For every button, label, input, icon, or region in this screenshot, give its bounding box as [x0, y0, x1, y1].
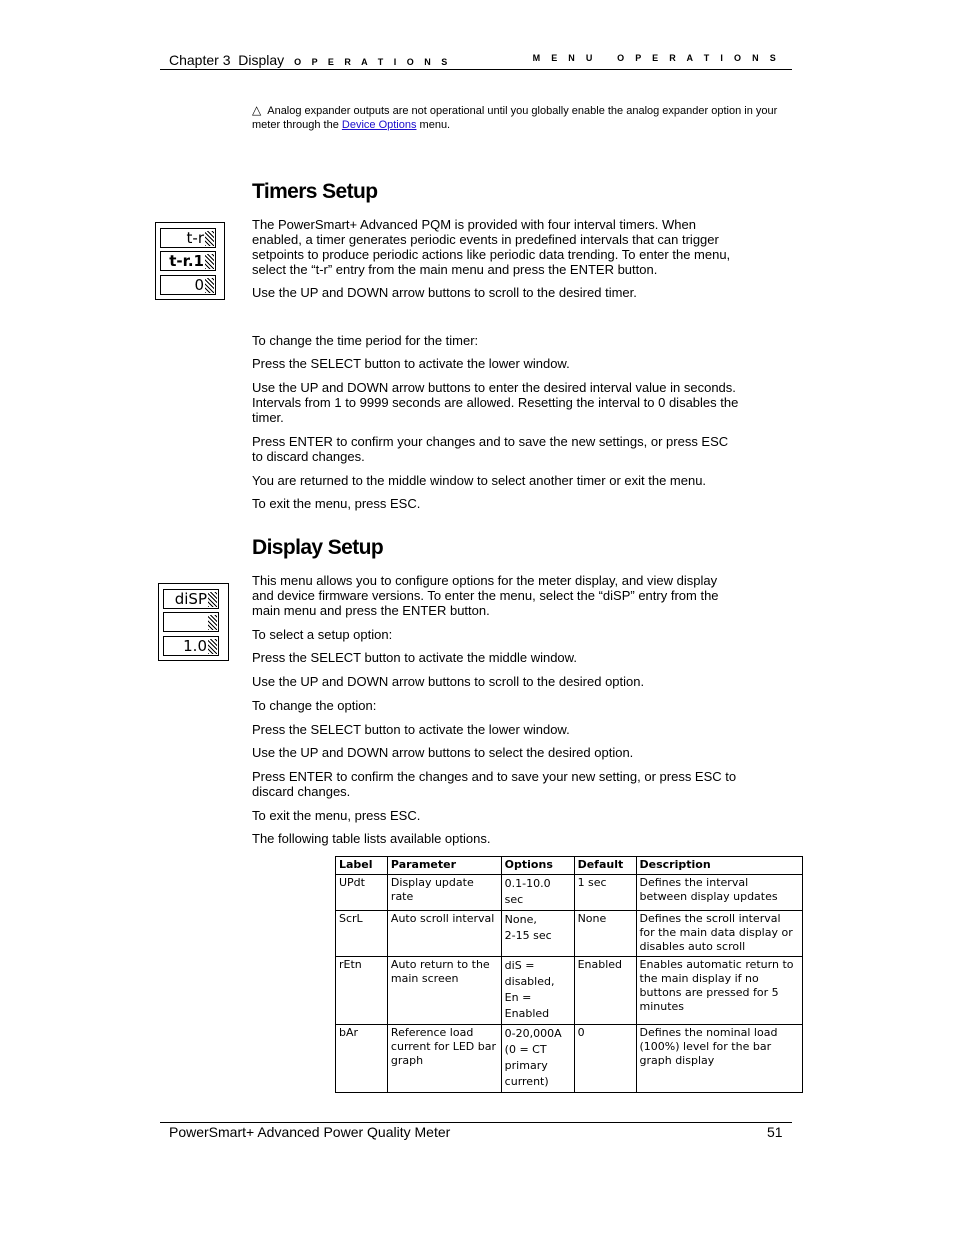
lcd-lower-window	[163, 636, 219, 656]
cell-default: 1 sec	[574, 875, 636, 911]
lcd-middle-value: t-r.1	[169, 252, 204, 270]
display-word: Display	[238, 52, 285, 68]
display-paragraph: This menu allows you to configure options for the meter display, and view display and device firmware versions. To enter the menu, select the “diSP” entry from the main menu and press the ENTER button.	[252, 573, 719, 618]
cell-description: Enables automatic return to the main display if no buttons are pressed for 5 minutes	[636, 957, 803, 1025]
timers-paragraph: You are returned to the middle window to select another timer or exit the menu.	[252, 473, 707, 488]
warning-note	[252, 103, 792, 132]
timers-paragraph: Press ENTER to confirm your changes and to save the new settings, or press ESC to discard changes.	[252, 434, 729, 464]
cell-default: 0	[574, 1025, 636, 1093]
table-row	[336, 875, 803, 911]
cell-description: Defines the interval between display updates	[636, 875, 803, 911]
segment-icon	[205, 231, 214, 246]
timers-setup-heading: Timers Setup	[252, 180, 378, 203]
footer-rule	[160, 1122, 792, 1123]
segment-icon	[208, 615, 217, 630]
running-header-left	[169, 52, 451, 68]
cell-label: ScrL	[336, 911, 388, 957]
display-setup-heading: Display Setup	[252, 536, 384, 559]
cell-label: bAr	[336, 1025, 388, 1093]
cell-parameter: Reference load current for LED bar graph	[387, 1025, 501, 1093]
note-text-after: menu.	[416, 119, 451, 131]
lcd-lower-value: 1.0	[183, 637, 207, 655]
lcd-upper-value: t-r	[186, 229, 204, 247]
cell-parameter: Auto return to the main screen	[387, 957, 501, 1025]
table-header-row	[336, 857, 803, 875]
note-text-before: Analog expander outputs are not operational until you globally enable the analog expander option in your meter through the	[252, 105, 778, 131]
operations-caps: O P E R A T I O N S	[294, 57, 452, 67]
display-paragraph: Press ENTER to confirm the changes and to save your new setting, or press ESC to discard changes.	[252, 769, 737, 799]
timers-paragraph: To change the time period for the timer:	[252, 333, 479, 348]
column-header-options: Options	[501, 857, 574, 875]
timers-paragraph: Use the UP and DOWN arrow buttons to enter the desired interval value in seconds. Intervals from 1 to 9999 seconds are allowed. Resetting the interval to 0 disables the timer.	[252, 380, 739, 425]
cell-description: Defines the nominal load (100%) level for the bar graph display	[636, 1025, 803, 1093]
cell-options: diS = disabled, En = Enabled	[501, 957, 574, 1025]
table-row	[336, 957, 803, 1025]
timers-paragraph: Press the SELECT button to activate the lower window.	[252, 356, 570, 371]
table-row	[336, 1025, 803, 1093]
column-header-parameter: Parameter	[387, 857, 501, 875]
cell-description: Defines the scroll interval for the main data display or disables auto scroll	[636, 911, 803, 957]
timers-lcd-display	[155, 222, 225, 300]
cell-label: rEtn	[336, 957, 388, 1025]
display-options-table	[335, 856, 803, 1093]
lcd-upper-window	[160, 228, 216, 248]
cell-parameter: Auto scroll interval	[387, 911, 501, 957]
cell-default: Enabled	[574, 957, 636, 1025]
lcd-lower-window	[160, 275, 216, 295]
segment-icon	[205, 254, 214, 269]
display-paragraph: Press the SELECT button to activate the middle window.	[252, 650, 577, 665]
page-number: 51	[767, 1124, 783, 1140]
lcd-lower-value: 0	[194, 276, 204, 294]
header-rule	[160, 69, 792, 70]
table-row	[336, 911, 803, 957]
lcd-middle-window	[160, 251, 216, 271]
running-header-right: M E N U O P E R A T I O N S	[532, 53, 780, 63]
timers-paragraph: The PowerSmart+ Advanced PQM is provided with four interval timers. When enabled, a timer generates periodic events in predefined intervals that can trigger setpoints to produce periodic actions like periodic data trending. To enter the menu, select the “t-r” entry from the main menu and press the ENTER button.	[252, 217, 731, 277]
cell-options: 0-20,000A (0 = CT primary current)	[501, 1025, 574, 1093]
segment-icon	[208, 639, 217, 654]
segment-icon	[208, 592, 217, 607]
display-paragraph: Press the SELECT button to activate the lower window.	[252, 722, 570, 737]
column-header-label: Label	[336, 857, 388, 875]
footer-title: PowerSmart+ Advanced Power Quality Meter	[169, 1124, 451, 1140]
timers-paragraph: To exit the menu, press ESC.	[252, 496, 421, 511]
lcd-upper-window	[163, 589, 219, 609]
segment-icon	[205, 278, 214, 293]
cell-options: 0.1-10.0 sec	[501, 875, 574, 911]
device-options-link[interactable]: Device Options	[341, 119, 417, 131]
cell-options: None, 2-15 sec	[501, 911, 574, 957]
display-paragraph: To select a setup option:	[252, 627, 393, 642]
timers-paragraph: Use the UP and DOWN arrow buttons to scroll to the desired timer.	[252, 285, 637, 300]
display-paragraph: Use the UP and DOWN arrow buttons to scroll to the desired option.	[252, 674, 645, 689]
cell-parameter: Display update rate	[387, 875, 501, 911]
warning-triangle-icon: △	[252, 103, 262, 117]
lcd-upper-value: diSP	[174, 590, 207, 608]
cell-default: None	[574, 911, 636, 957]
column-header-default: Default	[574, 857, 636, 875]
display-lcd-display	[158, 583, 229, 661]
lcd-middle-window	[163, 612, 219, 632]
display-paragraph: Use the UP and DOWN arrow buttons to select the desired option.	[252, 745, 634, 760]
display-paragraph: To exit the menu, press ESC.	[252, 808, 421, 823]
display-paragraph: The following table lists available options.	[252, 831, 491, 846]
chapter-label: Chapter 3	[169, 52, 231, 68]
cell-label: UPdt	[336, 875, 388, 911]
display-paragraph: To change the option:	[252, 698, 377, 713]
column-header-description: Description	[636, 857, 803, 875]
